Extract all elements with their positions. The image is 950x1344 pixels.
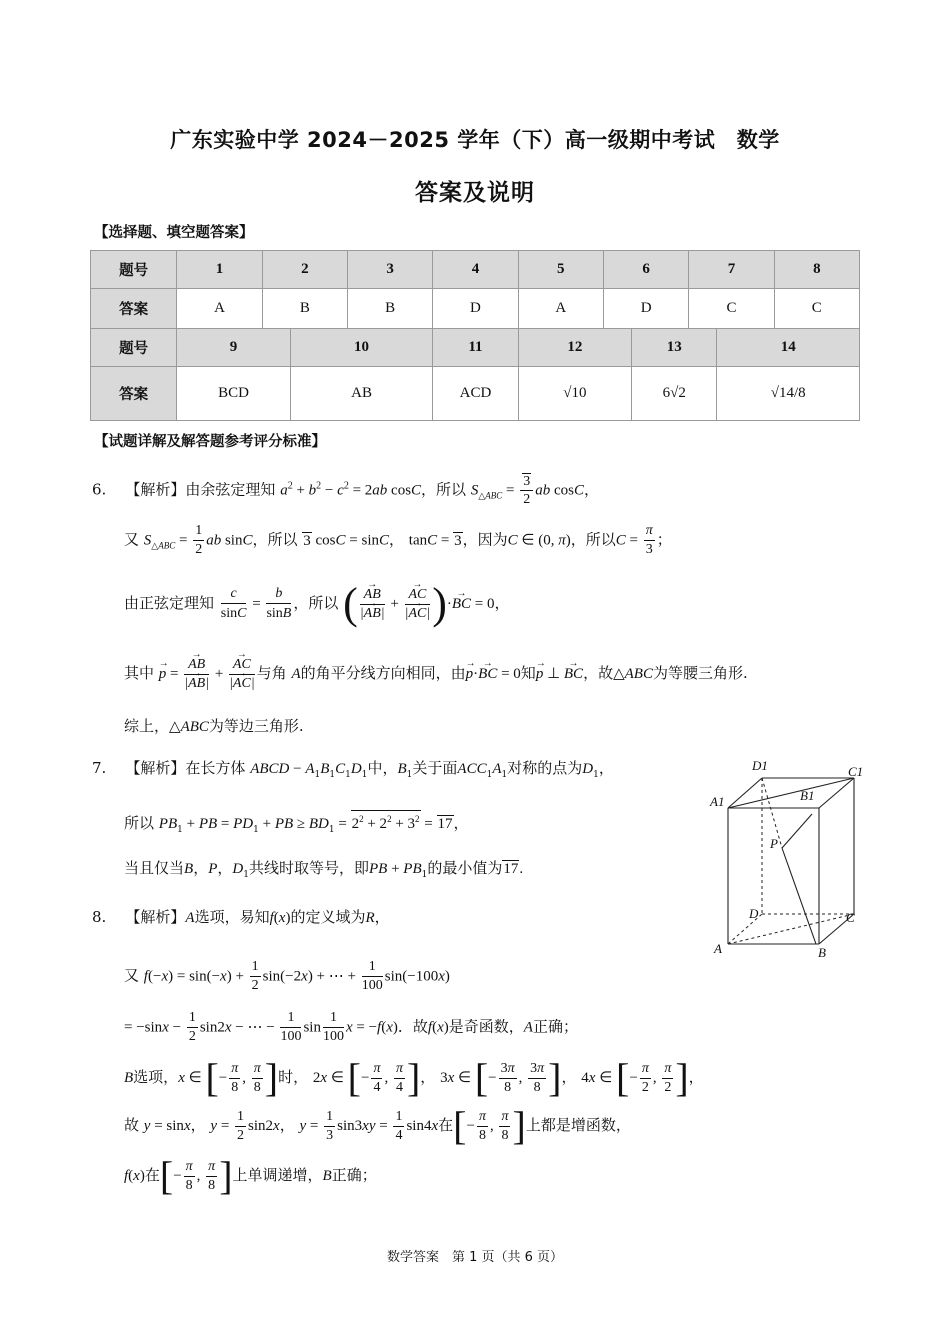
q8-text: 时， bbox=[278, 1068, 309, 1086]
label-a1: A1 bbox=[710, 794, 725, 809]
q6-text: 综上， bbox=[124, 717, 170, 735]
row-label-question: 题号 bbox=[91, 329, 177, 367]
answer-cell: C bbox=[689, 289, 774, 329]
answer-cell: 6√2 bbox=[632, 367, 717, 421]
q6-line-1: 6. 【解析】由余弦定理知 $a^2 + b^2 - c^2 = 2ab$ cosC，所以 $S_{\triangle ABC}$ = $\frac{3}{2}$ ab cosC， bbox=[92, 474, 600, 507]
table-row bbox=[91, 329, 860, 367]
question-number: 12 bbox=[518, 329, 631, 367]
answer-cell: D bbox=[433, 289, 518, 329]
answer-cell: B bbox=[262, 289, 347, 329]
q7-number: 7. bbox=[92, 759, 107, 777]
row-label-question: 题号 bbox=[91, 251, 177, 289]
q8-text: 在 bbox=[438, 1116, 454, 1134]
question-number: 2 bbox=[262, 251, 347, 289]
question-number: 14 bbox=[717, 329, 860, 367]
q7-line-1: 7. 【解析】在长方体 ABCD − $A_1B_1C_1D_1$中，$B_1$关于面$ACC_1A_1$对称的点为$D_1$， bbox=[92, 759, 614, 780]
q8-text: 选项， bbox=[133, 1068, 179, 1086]
answer-cell: A bbox=[177, 289, 262, 329]
q7-text: 中， bbox=[367, 759, 398, 777]
q6-text: 又 bbox=[124, 530, 140, 549]
q7-text: ， bbox=[598, 759, 614, 777]
q6-text: 由余弦定理知 bbox=[185, 480, 276, 499]
answer-cell: √10 bbox=[518, 367, 631, 421]
q8-text: 的定义域为 bbox=[290, 908, 366, 926]
q8-text: 故 bbox=[124, 1116, 140, 1134]
diagonal-a1-c1 bbox=[728, 778, 854, 808]
q8-line-3: = −sinx − $\frac{1}{2}$ sin2x − ⋯ − $\frac{1}{100}$ sin $\frac{1}{100}$ x = −f(x)．故f(x)是奇函数，A正确； bbox=[124, 1010, 578, 1044]
question-number: 3 bbox=[347, 251, 432, 289]
q8-line-1: 8. 【解析】A选项，易知f(x)的定义域为R， bbox=[92, 908, 390, 926]
q7-text: 所以 bbox=[124, 814, 155, 832]
q8-text: 又 bbox=[124, 966, 140, 985]
answer-cell: ACD bbox=[433, 367, 518, 421]
question-number: 9 bbox=[177, 329, 290, 367]
q6-text: 其中 bbox=[124, 664, 155, 682]
q8-text: 正确； bbox=[331, 1166, 377, 1184]
q6-line-2: 又 $S_{\triangle ABC}$ = $\frac{1}{2}$ ab sinC，所以 3 cosC = sinC， tanC = 3，因为C ∈ (0, π)，所以C = $\frac{\pi}{3}$ ； bbox=[124, 523, 672, 557]
q7-line-3: 当且仅当B，P，$D_1$共线时取等号，即PB + $PB_1$的最小值为17. bbox=[124, 859, 524, 880]
label-b: B bbox=[818, 945, 826, 960]
question-number: 1 bbox=[177, 251, 262, 289]
question-number: 6 bbox=[603, 251, 688, 289]
q7-text: 当且仅当 bbox=[124, 859, 185, 877]
q7-text: 对称的点为 bbox=[507, 759, 583, 777]
question-number: 7 bbox=[689, 251, 774, 289]
row-label-answer: 答案 bbox=[91, 367, 177, 421]
answer-cell: D bbox=[603, 289, 688, 329]
segment-b1-p bbox=[782, 814, 812, 848]
question-number: 4 bbox=[433, 251, 518, 289]
answer-cell: AB bbox=[290, 367, 433, 421]
q6-text: 为等腰三角形. bbox=[652, 664, 748, 682]
question-number: 13 bbox=[632, 329, 717, 367]
q6-text: 与角 bbox=[256, 664, 287, 682]
q8-line-4: B选项，x ∈ [− $\frac{\pi}{8}$ , $\frac{\pi}{8}$ ]时， 2x ∈ [− $\frac{\pi}{4}$ , $\frac{\pi}{4}$ ]， 3x ∈ [− $\frac{3\pi}{8}$ , $\frac{3\pi}{8}$ ]， 4x ∈ [− $\frac{\pi}{2}$ , $\frac{\pi}{2}$ ]， bbox=[124, 1055, 704, 1100]
q6-line-3: 由正弦定理知 $\frac{c}{\sin C}$ = $\frac{b}{\sin B}$ ，所以 ( → $\frac{AB}{|\to AB|}$ + → $\frac{AC}{|\to AC|}$ )·→ BC = 0， bbox=[124, 582, 510, 626]
q7-text: 共线时取等号，即 bbox=[248, 859, 369, 877]
label-d1: D1 bbox=[752, 758, 768, 773]
q8-text: 选项，易知 bbox=[194, 908, 270, 926]
label-p: P bbox=[770, 836, 778, 851]
q8-text: 上单调递增， bbox=[232, 1166, 323, 1184]
q6-text: ，所以 bbox=[293, 594, 339, 612]
q6-line-4: 其中 → p = → $\frac{AB}{|\to AB|}$ + → $\frac{AC}{|\to AC|}$ 与角 A的角平分线方向相同，由→ p·→ BC = 0知→ p ⊥ → BC，故△ABC为等腰三角形. bbox=[124, 655, 748, 693]
q7-text: 在长方体 bbox=[185, 759, 246, 777]
q6-number: 6. bbox=[92, 480, 107, 499]
q6-text: 的角平分线方向相同，由 bbox=[300, 664, 466, 682]
question-number: 5 bbox=[518, 251, 603, 289]
q6-tag: 【解析】 bbox=[125, 480, 186, 499]
answer-table bbox=[90, 250, 860, 421]
q7-line-2: 所以 $PB_1$ + PB = $PD_1$ + PB ≥ $BD_1 = 2^2 + 2^2 + 3^2 = 17$， bbox=[124, 810, 469, 840]
answer-cell: C bbox=[774, 289, 859, 329]
question-number: 11 bbox=[433, 329, 518, 367]
answer-cell: A bbox=[518, 289, 603, 329]
question-number: 8 bbox=[774, 251, 859, 289]
label-b1: B1 bbox=[800, 788, 815, 803]
cuboid-figure bbox=[706, 756, 866, 961]
q8-text: 正确； bbox=[532, 1017, 578, 1036]
q8-text: 在 bbox=[144, 1166, 160, 1184]
answer-cell: √14/8 bbox=[717, 367, 860, 421]
q8-line-2: 又 f(−x) = sin(−x) + $\frac{1}{2}$ sin(−2x) + ⋯ + $\frac{1}{100}$ sin(−100x) bbox=[124, 959, 450, 993]
table-row bbox=[91, 289, 860, 329]
q6-text: 知 bbox=[520, 664, 536, 682]
page-footer: 数学答案 第 1 页（共 6 页） bbox=[386, 1250, 564, 1265]
q6-text: ，所以 bbox=[252, 530, 298, 549]
label-d: D bbox=[749, 906, 759, 921]
details-heading: 【试题详解及解答题参考评分标准】 bbox=[94, 434, 326, 450]
page-subtitle: 答案及说明 bbox=[415, 180, 535, 206]
label-c1: C1 bbox=[848, 764, 864, 779]
answer-cell: B bbox=[347, 289, 432, 329]
q7-tag: 【解析】 bbox=[125, 759, 186, 777]
answers-heading: 【选择题、填空题答案】 bbox=[94, 225, 254, 241]
page-title: 广东实验中学 2024－2025 学年（下）高一级期中考试 数学 bbox=[170, 128, 780, 152]
q8-line-6: f(x)在[− $\frac{\pi}{8}$ , $\frac{\pi}{8}$ ]上单调递增，B正确； bbox=[124, 1153, 377, 1198]
question-number: 10 bbox=[290, 329, 433, 367]
answer-cell: BCD bbox=[177, 367, 290, 421]
q8-text: ．故 bbox=[397, 1017, 428, 1036]
q6-line-5: 综上，△ABC为等边三角形. bbox=[124, 717, 304, 735]
q6-text: ，所以 bbox=[421, 480, 467, 499]
table-row bbox=[91, 367, 860, 421]
q6-text: 为等边三角形. bbox=[208, 717, 304, 735]
table-row bbox=[91, 251, 860, 289]
q7-text: 的最小值为 bbox=[427, 859, 503, 877]
label-a: A bbox=[714, 941, 722, 956]
q6-text: ，因为 bbox=[462, 530, 508, 549]
q6-text: ，所以 bbox=[570, 530, 616, 549]
diagonal-a-c-hidden bbox=[728, 914, 854, 944]
label-c: C bbox=[846, 910, 855, 925]
q7-text: 关于面 bbox=[412, 759, 458, 777]
q8-tag: 【解析】 bbox=[125, 908, 186, 926]
q8-line-5: 故 y = sinx， y = $\frac{1}{2}$ sin2x， y = $\frac{1}{3}$ sin3xy = $\frac{1}{4}$ sin4x在[− $\frac{\pi}{8}$ , $\frac{\pi}{8}$ ]上都是增函数， bbox=[124, 1103, 631, 1148]
q8-number: 8. bbox=[92, 908, 107, 926]
q8-text: 上都是增函数， bbox=[525, 1116, 631, 1134]
row-label-answer: 答案 bbox=[91, 289, 177, 329]
q6-text: ，故 bbox=[583, 664, 614, 682]
q6-text: 由正弦定理知 bbox=[124, 594, 215, 612]
q8-text: 是奇函数， bbox=[448, 1017, 524, 1036]
